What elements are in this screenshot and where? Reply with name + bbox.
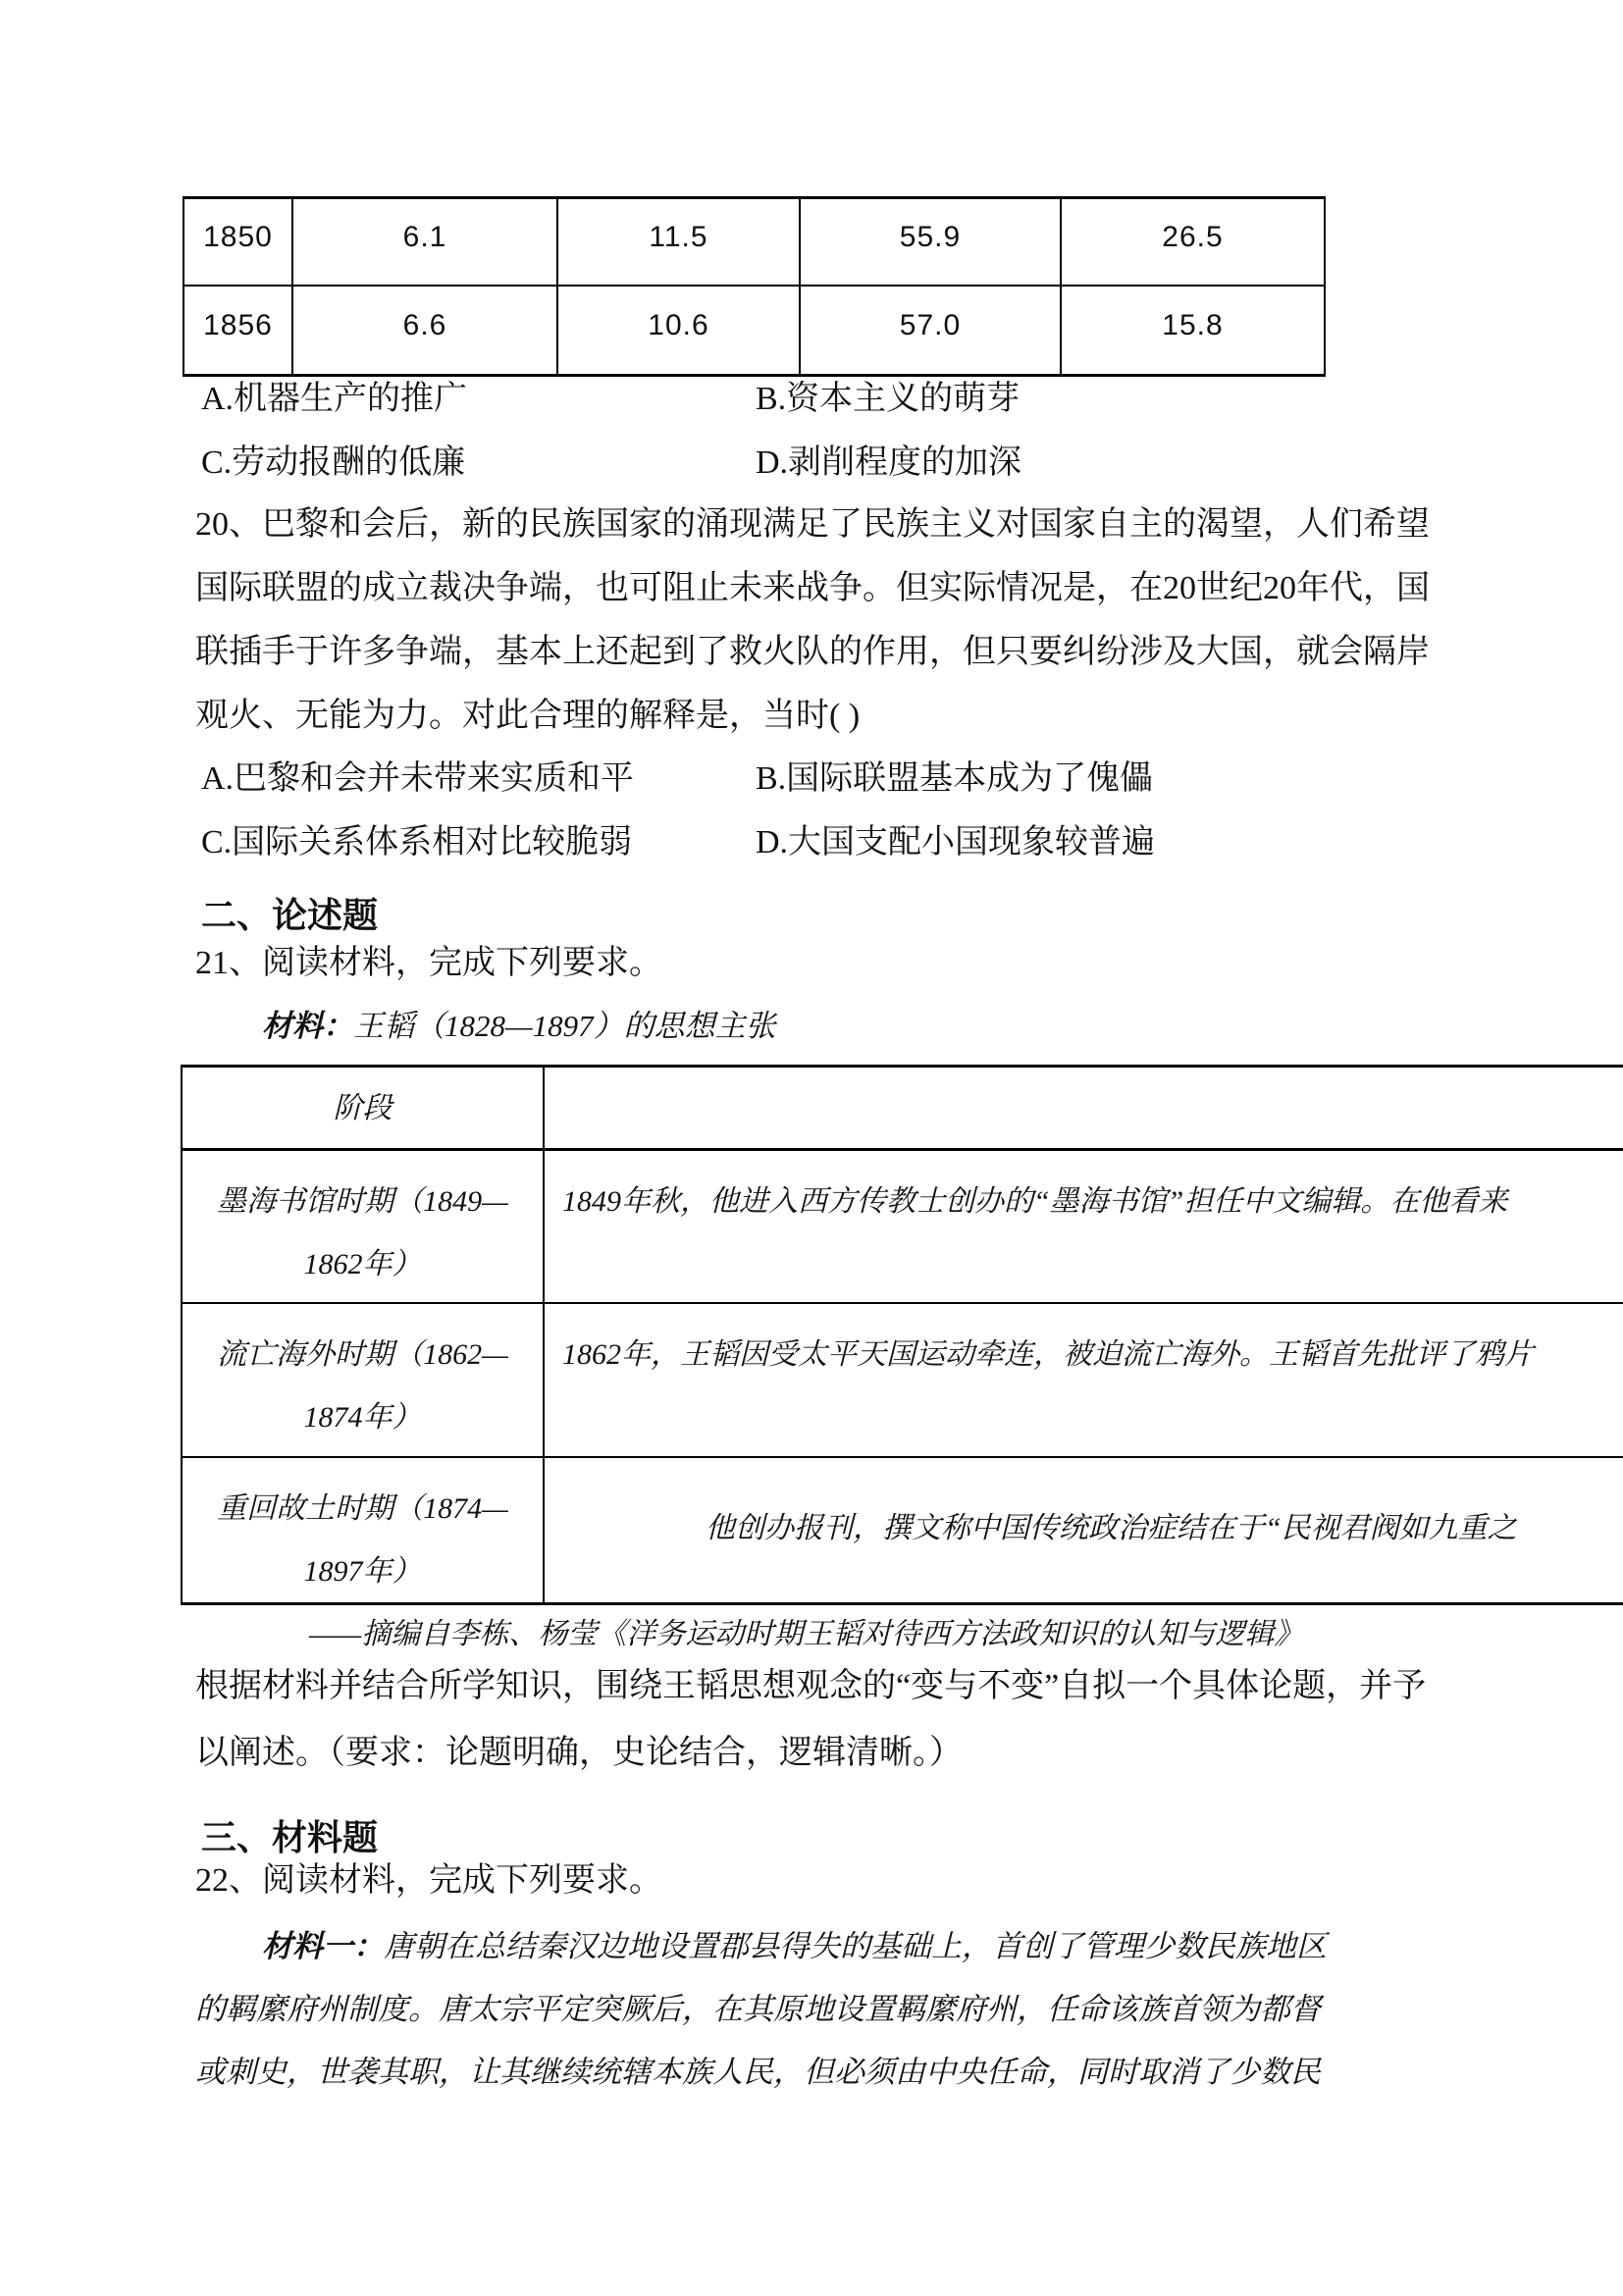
table-cell: 15.8 xyxy=(1162,308,1224,341)
q19-data-table xyxy=(183,196,1326,377)
table-cell: 1856 xyxy=(184,287,293,374)
q20-option-d: D.大国支配小国现象较普遍 xyxy=(756,824,1156,861)
material-one-label: 材料一： xyxy=(262,1929,384,1963)
table-cell: 11.5 xyxy=(558,199,801,287)
table-header-desc xyxy=(545,1068,1623,1151)
table-row-desc: 他创办报刊，撰文称中国传统政治症结在于“民视君阀如九重之 xyxy=(706,1512,1517,1544)
q22-material-line: 的羁縻府州制度。唐太宗平定突厥后，在其原地设置羁縻府州，任命该族首领为都督 xyxy=(195,1992,1321,2026)
q22-intro: 22、阅读材料，完成下列要求。 xyxy=(195,1862,662,1899)
q22-material-line: 或刺史，世袭其职，让其继续统辖本族人民，但必须由中央任命，同时取消了少数民 xyxy=(195,2055,1321,2089)
section-3-heading: 三、材料题 xyxy=(201,1817,379,1857)
table-cell: 1850 xyxy=(184,199,293,287)
q22-material-line xyxy=(262,1921,1327,1965)
table-row-stage: 墨海书馆时期（1849—1862年） xyxy=(183,1151,545,1304)
table-row-desc: 1849年秋，他进入西方传教士创办的“墨海书馆”担任中文编辑。在他看来 xyxy=(545,1151,1623,1304)
q21-material-line xyxy=(262,1001,776,1045)
material-one-text: 唐朝在总结秦汉边地设置郡县得失的基础上，首创了管理少数民族地区 xyxy=(384,1929,1327,1963)
q19-option-d: D.剥削程度的加深 xyxy=(756,444,1022,481)
material-label: 材料： xyxy=(262,1009,353,1043)
q19-option-b: B.资本主义的萌芽 xyxy=(756,381,1021,417)
table-cell: 10.6 xyxy=(558,287,801,374)
q21-intro: 21、阅读材料，完成下列要求。 xyxy=(195,945,662,981)
q20-option-b: B.国际联盟基本成为了傀儡 xyxy=(756,760,1154,797)
material-title: 王韬（1828—1897）的思想主张 xyxy=(353,1009,776,1043)
table-row-desc: 1862年，王韬因受太平天国运动牵连，被迫流亡海外。王韬首先批评了鸦片 xyxy=(545,1304,1623,1458)
q20-option-a: A.巴黎和会并未带来实质和平 xyxy=(201,760,635,797)
table-cell: 6.6 xyxy=(293,287,558,374)
q20-option-c: C.国际关系体系相对比较脆弱 xyxy=(201,824,633,861)
table-cell: 26.5 xyxy=(1062,199,1324,287)
table-cell: 57.0 xyxy=(801,287,1062,374)
table-cell: 55.9 xyxy=(801,199,1062,287)
section-2-heading: 二、论述题 xyxy=(201,895,379,935)
q21-task-line: 根据材料并结合所学知识，围绕王韬思想观念的“变与不变”自拟一个具体论题，并予 xyxy=(195,1668,1427,1704)
q20-stem-line: 联插手于许多争端，基本上还起到了救火队的作用，但只要纠纷涉及大国，就会隔岸 xyxy=(195,634,1430,670)
q19-option-c: C.劳动报酬的低廉 xyxy=(201,444,466,481)
table-row-stage: 流亡海外时期（1862—1874年） xyxy=(183,1304,545,1458)
table-cell: 6.1 xyxy=(293,199,558,287)
q19-option-a: A.机器生产的推广 xyxy=(201,381,468,417)
q21-task-line: 以阐述。（要求：论题明确，史论结合，逻辑清晰。） xyxy=(195,1735,963,1771)
q21-source-citation: ——摘编自李栋、杨莹《洋务运动时期王韬对待西方法政知识的认知与逻辑》 xyxy=(309,1618,1304,1650)
q20-stem-line: 观火、无能为力。对此合理的解释是，当时( ) xyxy=(195,698,861,734)
q21-stages-table xyxy=(181,1065,1623,1605)
table-row-stage: 重回故土时期（1874—1897年） xyxy=(183,1458,545,1602)
q20-stem-line: 国际联盟的成立裁决争端，也可阻止未来战争。但实际情况是，在20世纪20年代，国 xyxy=(195,570,1430,606)
q20-stem-line: 20、巴黎和会后，新的民族国家的涌现满足了民族主义对国家自主的渴望，人们希望 xyxy=(195,506,1430,543)
table-header-stage: 阶段 xyxy=(183,1068,545,1151)
